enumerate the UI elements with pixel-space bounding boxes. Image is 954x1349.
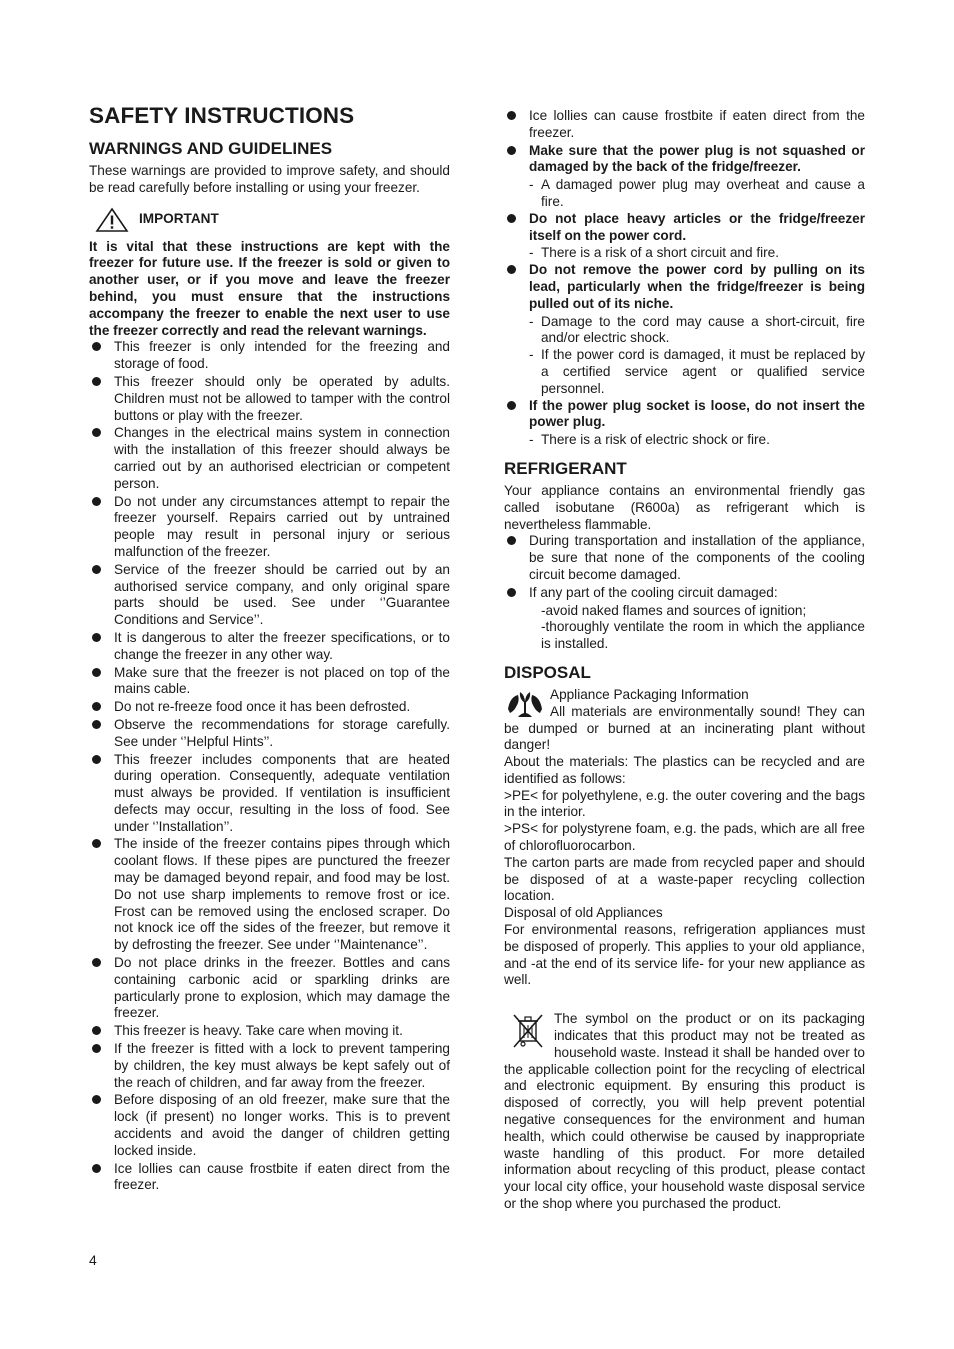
- refrigerant-text: Your appliance contains an environmental friendly gas called isobutane (R600a) as refrigerant which is nevertheless flammable.: [504, 482, 865, 532]
- list-item: If the power plug socket is loose, do not insert the power plug.: [504, 398, 865, 432]
- warnings-intro: These warnings are provided to improve safety, and should be read carefully before installing or using your freezer.: [89, 163, 450, 195]
- list-item: Before disposing of an old freezer, make sure that the lock (if present) no longer works. This is to prevent accidents and avoid the danger of children getting locked inside.: [89, 1092, 450, 1159]
- list-item: Do not place heavy articles or the fridge/freezer itself on the power cord.: [504, 211, 865, 245]
- left-column: [89, 102, 450, 1195]
- crossed-bin-icon: [512, 1013, 544, 1049]
- list-item: If the freezer is fitted with a lock to prevent tampering by children, the key must always be kept safely out of the reach of children, and far away from the freezer.: [89, 1041, 450, 1091]
- list-item: This freezer is only intended for the freezing and storage of food.: [89, 339, 450, 373]
- recycling-hands-icon: [506, 687, 544, 719]
- list-item: Ice lollies can cause frostbite if eaten direct from the freezer.: [504, 108, 865, 142]
- right-column: [504, 108, 865, 1213]
- list-item: This freezer includes components that are heated during operation. Consequently, adequate ventilation must always be provided. If ventilation is insufficient defects may occur, resulting in the loss of food. See under ‘’Installation’’.: [89, 752, 450, 836]
- list-item: This freezer is heavy. Take care when moving it.: [89, 1023, 450, 1040]
- list-item: Make sure that the power plug is not squashed or damaged by the back of the fridge/freezer.: [504, 143, 865, 177]
- important-notice: [95, 207, 450, 233]
- refrigerant-line: -thoroughly ventilate the room in which the appliance is installed.: [541, 619, 865, 652]
- disposal-section: [504, 663, 865, 1213]
- packaging-text: All materials are environmentally sound! They can be dumped or burned at an incinerating plant without danger!: [504, 703, 865, 753]
- old-appliances-title: Disposal of old Appliances: [504, 905, 663, 921]
- warnings-list: [89, 339, 450, 1194]
- refrigerant-heading: REFRIGERANT: [504, 458, 627, 478]
- disposal-heading: DISPOSAL: [504, 662, 591, 682]
- list-item: If any part of the cooling circuit damaged:: [504, 585, 865, 602]
- weee-notice: [504, 1011, 865, 1213]
- list-item: Observe the recommendations for storage carefully. See under ‘’Helpful Hints’’.: [89, 717, 450, 751]
- list-item: Do not place drinks in the freezer. Bottles and cans containing carbonic acid or sparkling drinks are particularly prone to explosion, which may damage the freezer.: [89, 955, 450, 1022]
- weee-text: The symbol on the product or on its packaging indicates that this product may not be treated as household waste. Instead it shall be handed over to the applicable collection point for the recycling of electrical and electronic equipment. By ensuring this product is disposed of correctly, you will help prevent potential negative consequences for the environment and human health, which could otherwise be caused by inappropriate waste handling of this product. For more detailed information about recycling of this product, please contact your local city office, your household waste disposal service or the shop where you purchased the product.: [504, 1011, 865, 1212]
- list-item: Do not remove the power cord by pulling on its lead, particularly when the fridge/freezer is being pulled out of its niche.: [504, 262, 865, 312]
- page-title: SAFETY INSTRUCTIONS: [89, 103, 355, 128]
- list-item: Make sure that the freezer is not placed on top of the mains cable.: [89, 665, 450, 699]
- list-item: This freezer should only be operated by adults. Children must not be allowed to tamper with the control buttons or play with the freezer.: [89, 374, 450, 424]
- list-item: It is dangerous to alter the freezer specifications, or to change the freezer in any other way.: [89, 630, 450, 664]
- ps-text: >PS< for polystyrene foam, e.g. the pads, which are all free of chlorofluorocarbon.: [504, 821, 865, 854]
- page-number: 4: [89, 1252, 97, 1268]
- important-label: IMPORTANT: [139, 211, 219, 227]
- list-item: During transportation and installation of the appliance, be sure that none of the components of the cooling circuit become damaged.: [504, 533, 865, 583]
- list-item: The inside of the freezer contains pipes through which coolant flows. If these pipes are punctured the freezer may be damaged beyond repair, and food may be lost. Do not use sharp implements to remove frost or ice. Frost can be removed using the enclosed scraper. Do not knock ice off the sides of the freezer, but remove it by defrosting the freezer. See under ‘’Maintenance’’.: [89, 836, 450, 954]
- carton-text: The carton parts are made from recycled paper and should be disposed of at a waste-paper recycling collection location.: [504, 854, 865, 904]
- packaging-info: [504, 687, 865, 754]
- packaging-title: Appliance Packaging Information: [550, 686, 749, 702]
- list-item: Service of the freezer should be carried out by an authorised service company, and only original spare parts should be used. See under ‘’Guarantee Conditions and Service’’.: [89, 562, 450, 629]
- pe-text: >PE< for polyethylene, e.g. the outer covering and the bags in the interior.: [504, 787, 865, 820]
- old-appliances-text: For environmental reasons, refrigeration appliances must be disposed of properly. This applies to your old appliance, and -at the end of its service life- for your new appliance as well.: [504, 922, 865, 988]
- list-item: Do not re-freeze food once it has been defrosted.: [89, 699, 450, 716]
- sub-item: - If the power cord is damaged, it must be replaced by a certified service agent or qualified service personnel.: [529, 347, 865, 396]
- sub-item: - There is a risk of a short circuit and fire.: [529, 245, 779, 261]
- materials-text: About the materials: The plastics can be recycled and are identified as follows:: [504, 754, 865, 786]
- sub-item: - A damaged power plug may overheat and cause a fire.: [529, 177, 865, 209]
- refrigerant-section: [504, 459, 865, 653]
- list-item: Changes in the electrical mains system in connection with the installation of this freezer should always be carried out by an authorised electrician or competent person.: [89, 425, 450, 492]
- warnings-heading: WARNINGS AND GUIDELINES: [89, 139, 333, 158]
- list-item: Do not under any circumstances attempt to repair the freezer yourself. Repairs carried out by untrained people may result in personal injury or serious malfunction of the freezer.: [89, 494, 450, 561]
- sub-item: - There is a risk of electric shock or fire.: [529, 432, 770, 448]
- list-item: Ice lollies can cause frostbite if eaten direct from the freezer.: [89, 1161, 450, 1195]
- sub-item: - Damage to the cord may cause a short-circuit, fire and/or electric shock.: [529, 313, 865, 346]
- warning-triangle-icon: [95, 207, 129, 233]
- important-text: It is vital that these instructions are kept with the freezer for future use. If the freezer is sold or given to another user, or if you move and leave the freezer behind, you must ensure that the instructions accompany the freezer to enable the next user to use the freezer correctly and read the relevant warnings.: [89, 238, 450, 338]
- power-warnings-list: [504, 108, 865, 176]
- refrigerant-line: -avoid naked flames and sources of ignition;: [541, 602, 807, 618]
